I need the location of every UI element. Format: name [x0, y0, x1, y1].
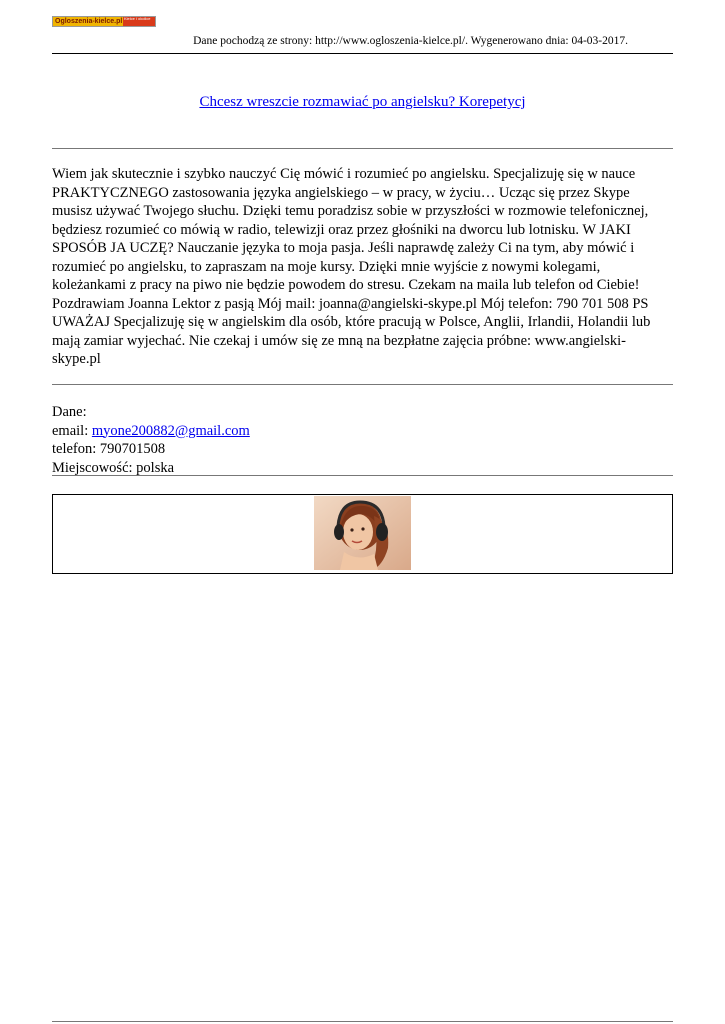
- woman-with-headphones-image: [314, 496, 411, 570]
- description-divider: [52, 384, 673, 385]
- contact-location-label: Miejscowość:: [52, 459, 137, 476]
- photo-gallery: [52, 494, 673, 574]
- listing-photo[interactable]: [314, 496, 411, 570]
- contact-phone-value: 790701508: [99, 441, 166, 457]
- contact-email-label: email:: [52, 422, 92, 439]
- title-divider: [52, 148, 673, 149]
- contact-heading: Dane:: [52, 404, 87, 420]
- contact-phone-label: telefon:: [52, 441, 100, 457]
- footer-divider: [52, 1021, 673, 1022]
- listing-description: Wiem jak skutecznie i szybko nauczyć Cię mówić i rozumieć po angielsku. Specjalizuję się w nauce PRAKTYCZNEGO zastosowania języka angielskiego – w pracy, w życiu… Ucząc się przez Skype musisz używać Twojego słuchu. Dzięki temu poradzisz sobie w przyszłości w rozmowie telefonicznej, będziesz rozumieć co mówią w radio, telewizji oraz przez głośniki na dworcu lub lotnisku. W JAKI SPOSÓB JA UCZĘ? Nauczanie języka to moja pasja. Jeśli naprawdę zależy Ci na tym, aby mówić i rozumieć po angielsku, to zapraszam na moje kursy. Dzięki mnie wyjście z nowymi kolegami, koleżankami z pracy na piwo nie będzie powodem do stresu. Czekam na maila lub telefon od Ciebie! Pozdrawiam Joanna Lektor z pasją Mój mail: joanna@angielski-skype.pl Mój telefon: 790 701 508 PS UWAŻAJ Specjalizuję się w angielskim dla osób, które pracują w Polsce, Anglii, Irlandii, Holandii lub mają zamiar wyjechać. Nie czekaj i umów się ze mną na bezpłatne zajęcia próbne: www.angielski-skype.pl: [52, 166, 651, 367]
- contact-email-row: [52, 422, 673, 441]
- contact-divider: [52, 475, 673, 476]
- site-logo-text: Ogloszenia-kielce.pl: [55, 18, 123, 25]
- site-logo: [52, 16, 156, 27]
- source-line: Dane pochodzą ze strony: http://www.ogloszenia-kielce.pl/. Wygenerowano dnia: 04-03-2017.: [193, 35, 628, 47]
- contact-email-link[interactable]: myone200882@gmail.com: [91, 422, 250, 439]
- site-logo-subtext: Kielce i okolice: [123, 17, 155, 26]
- listing-title-link[interactable]: Chcesz wreszcie rozmawiać po angielsku? Korepetycj: [199, 94, 526, 110]
- contact-phone-row: [52, 440, 673, 459]
- contact-section: [52, 403, 673, 477]
- contact-location-value: polska: [136, 459, 175, 476]
- listing-title: [52, 93, 673, 111]
- header-divider: [52, 53, 673, 54]
